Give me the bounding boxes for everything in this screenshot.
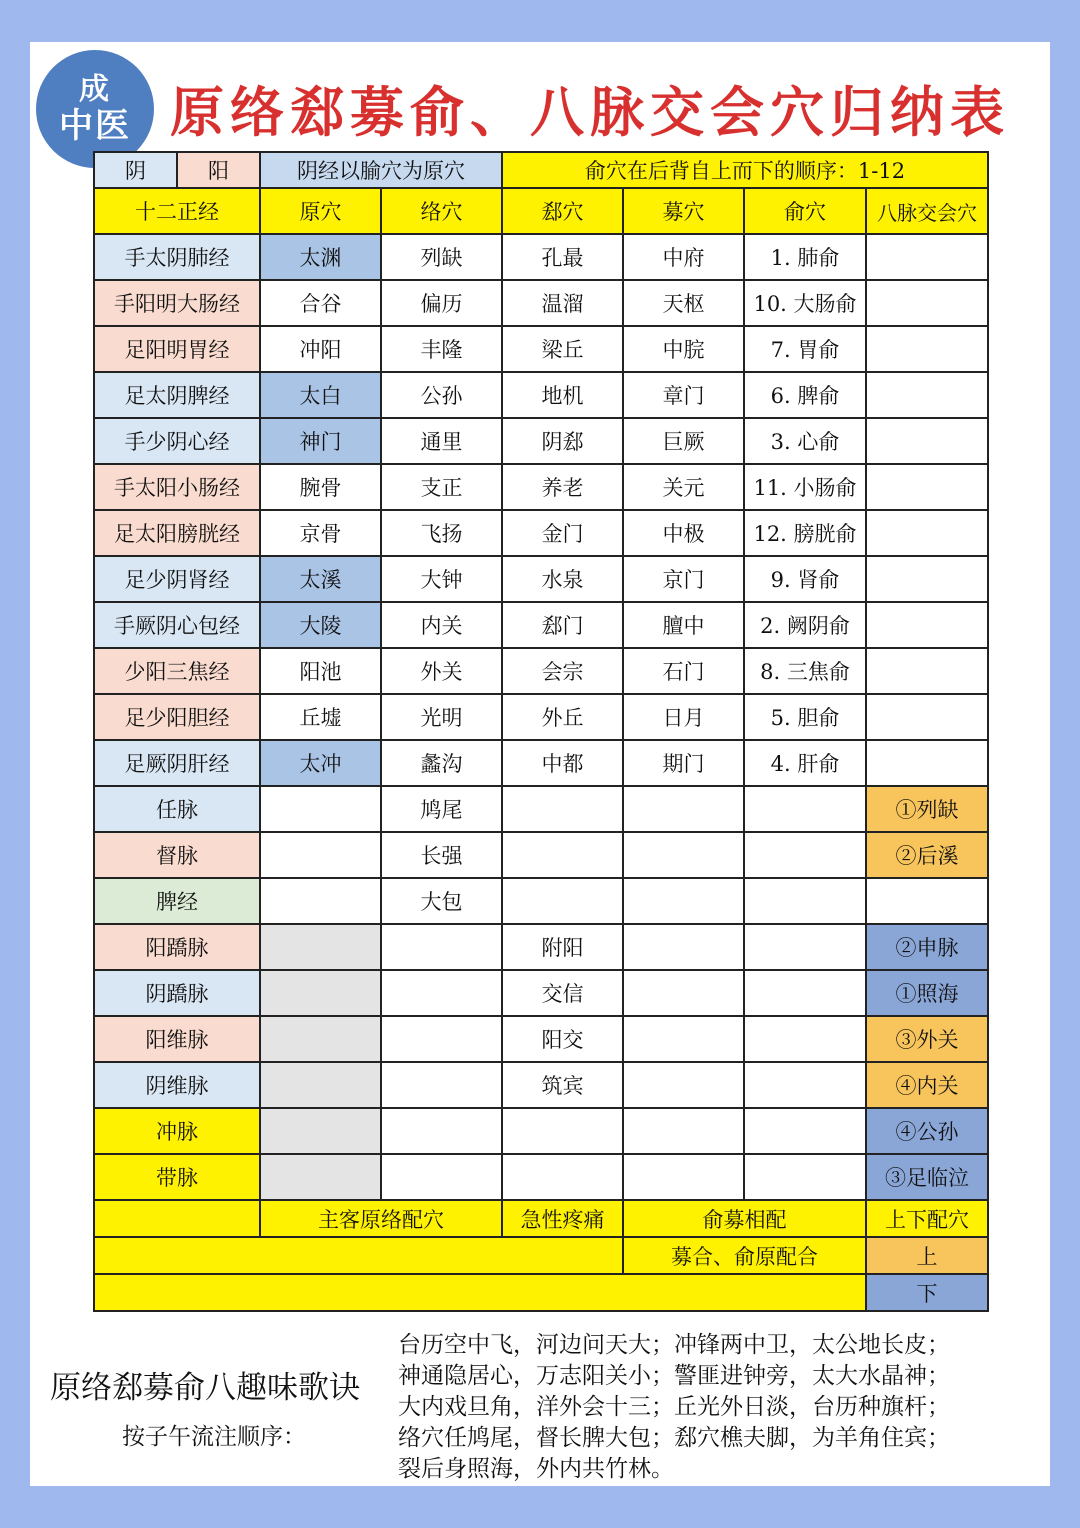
- bamai-point: ①列缺: [866, 786, 988, 832]
- mu-point: 巨厥: [623, 418, 744, 464]
- bamai-point: ④公孙: [866, 1108, 988, 1154]
- xi-point: 会宗: [502, 648, 623, 694]
- bamai-point: [866, 878, 988, 924]
- header-meridian: 十二正经: [94, 188, 260, 234]
- header-xi: 郄穴: [502, 188, 623, 234]
- meridian-name: 少阳三焦经: [94, 648, 260, 694]
- mu-point: [623, 878, 744, 924]
- shu-point: [744, 786, 866, 832]
- verse-line: 络穴任鸠尾，督长脾大包；郄穴樵夫脚，为羊角住宾；: [398, 1425, 950, 1451]
- table-row: [94, 1108, 988, 1154]
- shu-point: 3. 心俞: [744, 418, 866, 464]
- verse-subtitle: 按子午流注顺序：: [122, 1424, 306, 1450]
- shu-point: [744, 878, 866, 924]
- footer-blank: [94, 1200, 260, 1237]
- table-row: [94, 648, 988, 694]
- luo-point: [381, 924, 502, 970]
- table-row: [94, 510, 988, 556]
- meridian-name: 任脉: [94, 786, 260, 832]
- yuan-point: 太冲: [260, 740, 381, 786]
- luo-point: 光明: [381, 694, 502, 740]
- yuan-point: [260, 878, 381, 924]
- luo-point: 飞扬: [381, 510, 502, 556]
- verse-line: 裂后身照海，外内共竹林。: [398, 1456, 674, 1482]
- verse-line: 神通隐居心，万志阳关小；警匪进钟旁，太大水晶神；: [398, 1363, 950, 1389]
- legend-order-note: 俞穴在后背自上而下的顺序：1-12: [502, 152, 988, 188]
- shu-point: 4. 肝俞: [744, 740, 866, 786]
- header-row: [94, 188, 988, 234]
- mu-point: 中府: [623, 234, 744, 280]
- luo-point: [381, 1154, 502, 1200]
- xi-point: 阴郄: [502, 418, 623, 464]
- xi-point: [502, 878, 623, 924]
- shu-point: [744, 1062, 866, 1108]
- luo-point: 偏历: [381, 280, 502, 326]
- luo-point: [381, 970, 502, 1016]
- footer-yuanluo: 主客原络配穴: [260, 1200, 502, 1237]
- page-title: 原络郄募俞、八脉交会穴归纳表: [170, 80, 1010, 144]
- table-row: [94, 1062, 988, 1108]
- xi-point: [502, 832, 623, 878]
- footer-blank: [94, 1237, 623, 1274]
- xi-point: 郄门: [502, 602, 623, 648]
- table-row: [94, 234, 988, 280]
- meridian-name: 手少阴心经: [94, 418, 260, 464]
- shu-point: 2. 阙阴俞: [744, 602, 866, 648]
- shu-point: 9. 肾俞: [744, 556, 866, 602]
- yuan-point: [260, 924, 381, 970]
- shu-point: 12. 膀胱俞: [744, 510, 866, 556]
- mu-point: [623, 924, 744, 970]
- verse-title: 原络郄募俞八趣味歌诀: [50, 1370, 360, 1406]
- meridian-name: 手太阴肺经: [94, 234, 260, 280]
- shu-point: 5. 胆俞: [744, 694, 866, 740]
- yuan-point: [260, 1062, 381, 1108]
- luo-point: 内关: [381, 602, 502, 648]
- legend-yin: 阴: [94, 152, 177, 188]
- verse-line: 大内戏旦角，洋外会十三；丘光外日淡，台历种旗杆；: [398, 1394, 950, 1420]
- mu-point: 中脘: [623, 326, 744, 372]
- yuan-point: 太溪: [260, 556, 381, 602]
- bamai-point: [866, 280, 988, 326]
- bamai-point: ④内关: [866, 1062, 988, 1108]
- xi-point: [502, 786, 623, 832]
- meridian-name: 足阳明胃经: [94, 326, 260, 372]
- xi-point: 阳交: [502, 1016, 623, 1062]
- meridian-name: 足太阴脾经: [94, 372, 260, 418]
- yuan-point: 腕骨: [260, 464, 381, 510]
- meridian-name: 阴蹻脉: [94, 970, 260, 1016]
- bamai-point: [866, 602, 988, 648]
- table-row: [94, 372, 988, 418]
- meridian-name: 足少阴肾经: [94, 556, 260, 602]
- footer-xi: 急性疼痛: [502, 1200, 623, 1237]
- mu-point: [623, 1016, 744, 1062]
- luo-point: 大钟: [381, 556, 502, 602]
- shu-point: 7. 胃俞: [744, 326, 866, 372]
- yuan-point: 冲阳: [260, 326, 381, 372]
- meridian-name: 冲脉: [94, 1108, 260, 1154]
- xi-point: 养老: [502, 464, 623, 510]
- footer-mushu: 募合、俞原配合: [623, 1237, 866, 1274]
- xi-point: 中都: [502, 740, 623, 786]
- shu-point: 1. 肺俞: [744, 234, 866, 280]
- xi-point: 交信: [502, 970, 623, 1016]
- header-yuan: 原穴: [260, 188, 381, 234]
- mu-point: [623, 1062, 744, 1108]
- luo-point: 长强: [381, 832, 502, 878]
- footer-row: [94, 1200, 988, 1237]
- yuan-point: [260, 786, 381, 832]
- xi-point: [502, 1154, 623, 1200]
- xi-point: 温溜: [502, 280, 623, 326]
- yuan-point: 阳池: [260, 648, 381, 694]
- shu-point: [744, 1016, 866, 1062]
- meridian-name: 足少阳胆经: [94, 694, 260, 740]
- table-row: [94, 556, 988, 602]
- table-row: [94, 694, 988, 740]
- xi-point: 筑宾: [502, 1062, 623, 1108]
- luo-point: 丰隆: [381, 326, 502, 372]
- header-mu: 募穴: [623, 188, 744, 234]
- mu-point: 中极: [623, 510, 744, 556]
- verse-line: 台历空中飞，河边问天大；冲锋两中卫，太公地长皮；: [398, 1332, 950, 1358]
- header-luo: 络穴: [381, 188, 502, 234]
- shu-point: 8. 三焦俞: [744, 648, 866, 694]
- meridian-name: 手厥阴心包经: [94, 602, 260, 648]
- table-row: [94, 878, 988, 924]
- mu-point: 膻中: [623, 602, 744, 648]
- yuan-point: 京骨: [260, 510, 381, 556]
- mu-point: 京门: [623, 556, 744, 602]
- bamai-point: ③足临泣: [866, 1154, 988, 1200]
- xi-point: 水泉: [502, 556, 623, 602]
- mu-point: 日月: [623, 694, 744, 740]
- table-row: [94, 740, 988, 786]
- footer-row: [94, 1274, 988, 1311]
- meridian-name: 督脉: [94, 832, 260, 878]
- yuan-point: 合谷: [260, 280, 381, 326]
- shu-point: 11. 小肠俞: [744, 464, 866, 510]
- bamai-point: ①照海: [866, 970, 988, 1016]
- yuan-point: [260, 970, 381, 1016]
- mu-point: 期门: [623, 740, 744, 786]
- logo-text-top: 成: [79, 72, 111, 107]
- footer-updown: 上下配穴: [866, 1200, 988, 1237]
- mu-point: 天枢: [623, 280, 744, 326]
- logo-text-bottom: 中医: [59, 106, 131, 146]
- table-row: [94, 602, 988, 648]
- legend-yang: 阳: [177, 152, 260, 188]
- xi-point: 梁丘: [502, 326, 623, 372]
- luo-point: 外关: [381, 648, 502, 694]
- yuan-point: [260, 1108, 381, 1154]
- yuan-point: 太渊: [260, 234, 381, 280]
- legend-yin-note: 阴经以腧穴为原穴: [260, 152, 502, 188]
- shu-point: 6. 脾俞: [744, 372, 866, 418]
- meridian-name: 足厥阴肝经: [94, 740, 260, 786]
- mu-point: 石门: [623, 648, 744, 694]
- bamai-point: [866, 510, 988, 556]
- bamai-point: [866, 418, 988, 464]
- luo-point: [381, 1108, 502, 1154]
- table-row: [94, 280, 988, 326]
- yuan-point: 大陵: [260, 602, 381, 648]
- meridian-name: 带脉: [94, 1154, 260, 1200]
- mu-point: [623, 970, 744, 1016]
- luo-point: 支正: [381, 464, 502, 510]
- yuan-point: [260, 1154, 381, 1200]
- mu-point: [623, 786, 744, 832]
- luo-point: 大包: [381, 878, 502, 924]
- table-row: [94, 418, 988, 464]
- xi-point: [502, 1108, 623, 1154]
- luo-point: [381, 1062, 502, 1108]
- bamai-point: [866, 464, 988, 510]
- footer-shumu: 俞募相配: [623, 1200, 866, 1237]
- header-shu: 俞穴: [744, 188, 866, 234]
- shu-point: [744, 1154, 866, 1200]
- table-row: [94, 786, 988, 832]
- acupoint-table: [93, 151, 989, 1312]
- bamai-point: [866, 326, 988, 372]
- luo-point: 公孙: [381, 372, 502, 418]
- bamai-point: [866, 694, 988, 740]
- mu-point: 章门: [623, 372, 744, 418]
- mu-point: [623, 1108, 744, 1154]
- yuan-point: 太白: [260, 372, 381, 418]
- bamai-point: [866, 556, 988, 602]
- mu-point: [623, 1154, 744, 1200]
- footer-blank: [94, 1274, 866, 1311]
- shu-point: 10. 大肠俞: [744, 280, 866, 326]
- bamai-point: ②后溪: [866, 832, 988, 878]
- footer-down: 下: [866, 1274, 988, 1311]
- luo-point: 蠡沟: [381, 740, 502, 786]
- mu-point: 关元: [623, 464, 744, 510]
- meridian-name: 脾经: [94, 878, 260, 924]
- xi-point: 地机: [502, 372, 623, 418]
- meridian-name: 阳蹻脉: [94, 924, 260, 970]
- bamai-point: [866, 234, 988, 280]
- shu-point: [744, 1108, 866, 1154]
- table-row: [94, 924, 988, 970]
- bamai-point: ③外关: [866, 1016, 988, 1062]
- footer-row: [94, 1237, 988, 1274]
- bamai-point: [866, 648, 988, 694]
- bamai-point: ②申脉: [866, 924, 988, 970]
- meridian-name: 手阳明大肠经: [94, 280, 260, 326]
- verse-block: [398, 1330, 1018, 1485]
- xi-point: 附阳: [502, 924, 623, 970]
- luo-point: [381, 1016, 502, 1062]
- yuan-point: [260, 832, 381, 878]
- yuan-point: 神门: [260, 418, 381, 464]
- shu-point: [744, 832, 866, 878]
- legend-row: [94, 152, 988, 188]
- meridian-name: 足太阳膀胱经: [94, 510, 260, 556]
- luo-point: 通里: [381, 418, 502, 464]
- table-row: [94, 832, 988, 878]
- luo-point: 列缺: [381, 234, 502, 280]
- table-row: [94, 464, 988, 510]
- table-row: [94, 1016, 988, 1062]
- xi-point: 金门: [502, 510, 623, 556]
- table-row: [94, 970, 988, 1016]
- yuan-point: 丘墟: [260, 694, 381, 740]
- table-row: [94, 1154, 988, 1200]
- mu-point: [623, 832, 744, 878]
- bamai-point: [866, 740, 988, 786]
- header-bamai: 八脉交会穴: [866, 188, 988, 234]
- yuan-point: [260, 1016, 381, 1062]
- table-row: [94, 326, 988, 372]
- shu-point: [744, 970, 866, 1016]
- meridian-name: 阳维脉: [94, 1016, 260, 1062]
- shu-point: [744, 924, 866, 970]
- meridian-name: 手太阳小肠经: [94, 464, 260, 510]
- meridian-name: 阴维脉: [94, 1062, 260, 1108]
- luo-point: 鸠尾: [381, 786, 502, 832]
- footer-up: 上: [866, 1237, 988, 1274]
- xi-point: 外丘: [502, 694, 623, 740]
- bamai-point: [866, 372, 988, 418]
- xi-point: 孔最: [502, 234, 623, 280]
